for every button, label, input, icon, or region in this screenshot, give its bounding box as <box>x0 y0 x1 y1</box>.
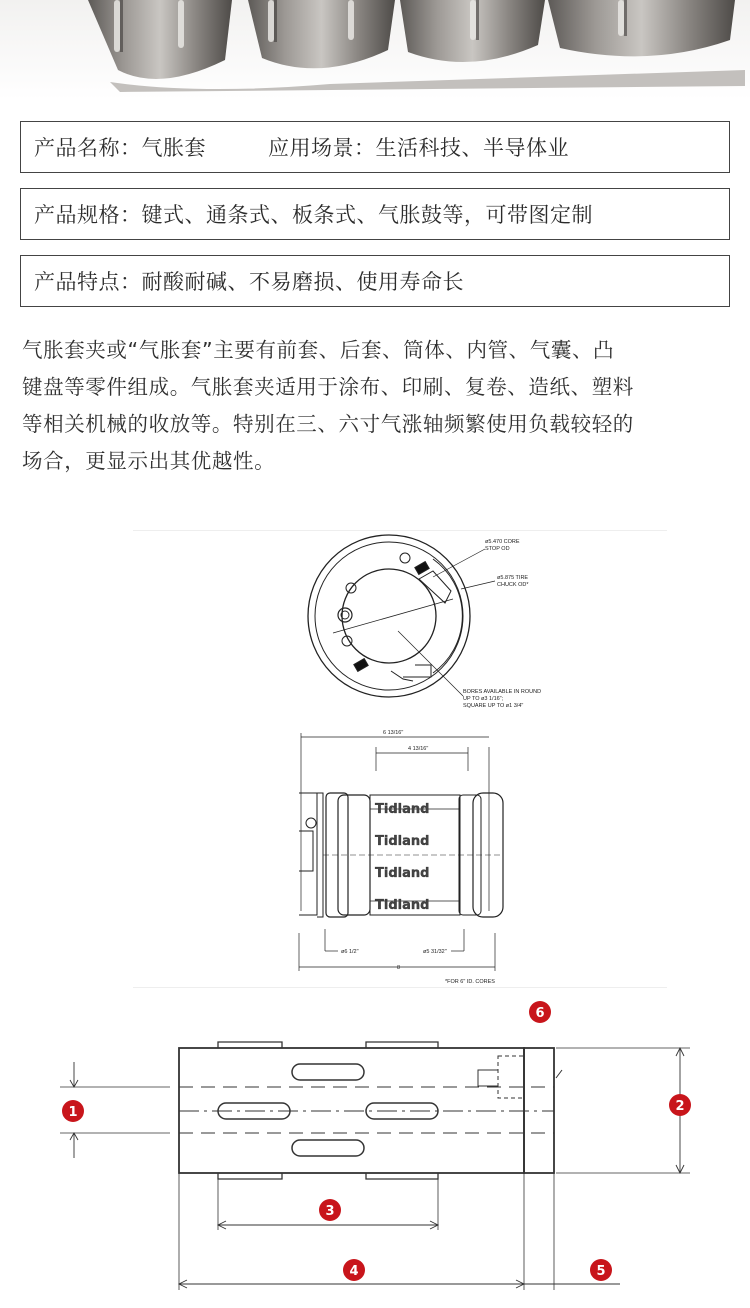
marker-6 <box>529 1001 551 1023</box>
marker-4-number: 4 <box>349 1264 359 1279</box>
tire-chuck-text: CHUCK OD* <box>497 582 529 588</box>
spec-row-specification <box>20 188 730 240</box>
bores-text: SQUARE UP TO ø1 3/4" <box>463 703 524 709</box>
dimension-drawing-svg <box>0 990 750 1308</box>
spec-row-features <box>20 255 730 307</box>
dimension-drawing <box>0 990 750 1308</box>
product-spec-label: 产品规格：键式、通条式、板条式、气胀鼓等，可带图定制 <box>34 203 593 227</box>
technical-drawing-svg <box>133 531 667 989</box>
description-line: 场合，更显示出其优越性。 <box>22 449 276 473</box>
product-name-label: 产品名称：气胀套 <box>34 136 206 160</box>
product-features-label: 产品特点：耐酸耐碱、不易磨损、使用寿命长 <box>34 270 464 294</box>
dim-outer-text: 6 13/16" <box>383 730 404 736</box>
tire-chuck-text: ø5.875 TIRE <box>497 575 529 581</box>
dim-left-diameter-text: ø6 1/2" <box>341 949 359 955</box>
product-photo <box>0 0 750 100</box>
marker-2 <box>669 1094 691 1116</box>
logo-text: Tidland <box>375 898 430 913</box>
side-view-drawing <box>299 733 503 971</box>
product-photo-image <box>0 0 750 100</box>
bores-text: UP TO ø3 1/16"; <box>463 696 504 702</box>
description-line: 气胀套夹或“气胀套”主要有前套、后套、筒体、内管、气囊、凸 <box>22 338 615 362</box>
description-line: 等相关机械的收放等。特别在三、六寸气涨轴频繁使用负载较轻的 <box>22 412 634 436</box>
end-view-drawing <box>308 535 495 697</box>
logo-text: Tidland <box>375 866 430 881</box>
marker-4 <box>343 1259 365 1281</box>
sleeve-outline <box>60 1042 690 1290</box>
technical-drawing <box>133 530 667 988</box>
logo-text: Tidland <box>375 802 430 817</box>
core-stop-text: ø5.470 CORE <box>485 539 520 545</box>
marker-1-number: 1 <box>68 1105 78 1120</box>
marker-3-number: 3 <box>325 1204 335 1219</box>
marker-5 <box>590 1259 612 1281</box>
marker-5-number: 5 <box>596 1264 606 1279</box>
description-line: 键盘等零件组成。气胀套夹适用于涂布、印刷、复卷、造纸、塑料 <box>22 375 634 399</box>
marker-2-number: 2 <box>675 1099 685 1114</box>
bores-text: BORES AVAILABLE IN ROUND <box>463 689 542 695</box>
footnote-text: *FOR 6" ID. CORES <box>445 979 495 985</box>
tidland-logo <box>375 802 429 913</box>
spec-row-name-scene <box>20 121 730 173</box>
dim-inner-text: 4 13/16" <box>408 746 429 752</box>
product-description <box>22 332 732 480</box>
dim-total-text: 8 <box>397 965 401 971</box>
logo-text: Tidland <box>375 834 430 849</box>
marker-1 <box>62 1100 84 1122</box>
application-scene-label: 应用场景：生活科技、半导体业 <box>268 136 569 160</box>
marker-3 <box>319 1199 341 1221</box>
core-stop-text: STOP OD <box>485 546 510 552</box>
marker-6-number: 6 <box>535 1006 545 1021</box>
dim-right-diameter-text: ø5 31/32" <box>423 949 447 955</box>
